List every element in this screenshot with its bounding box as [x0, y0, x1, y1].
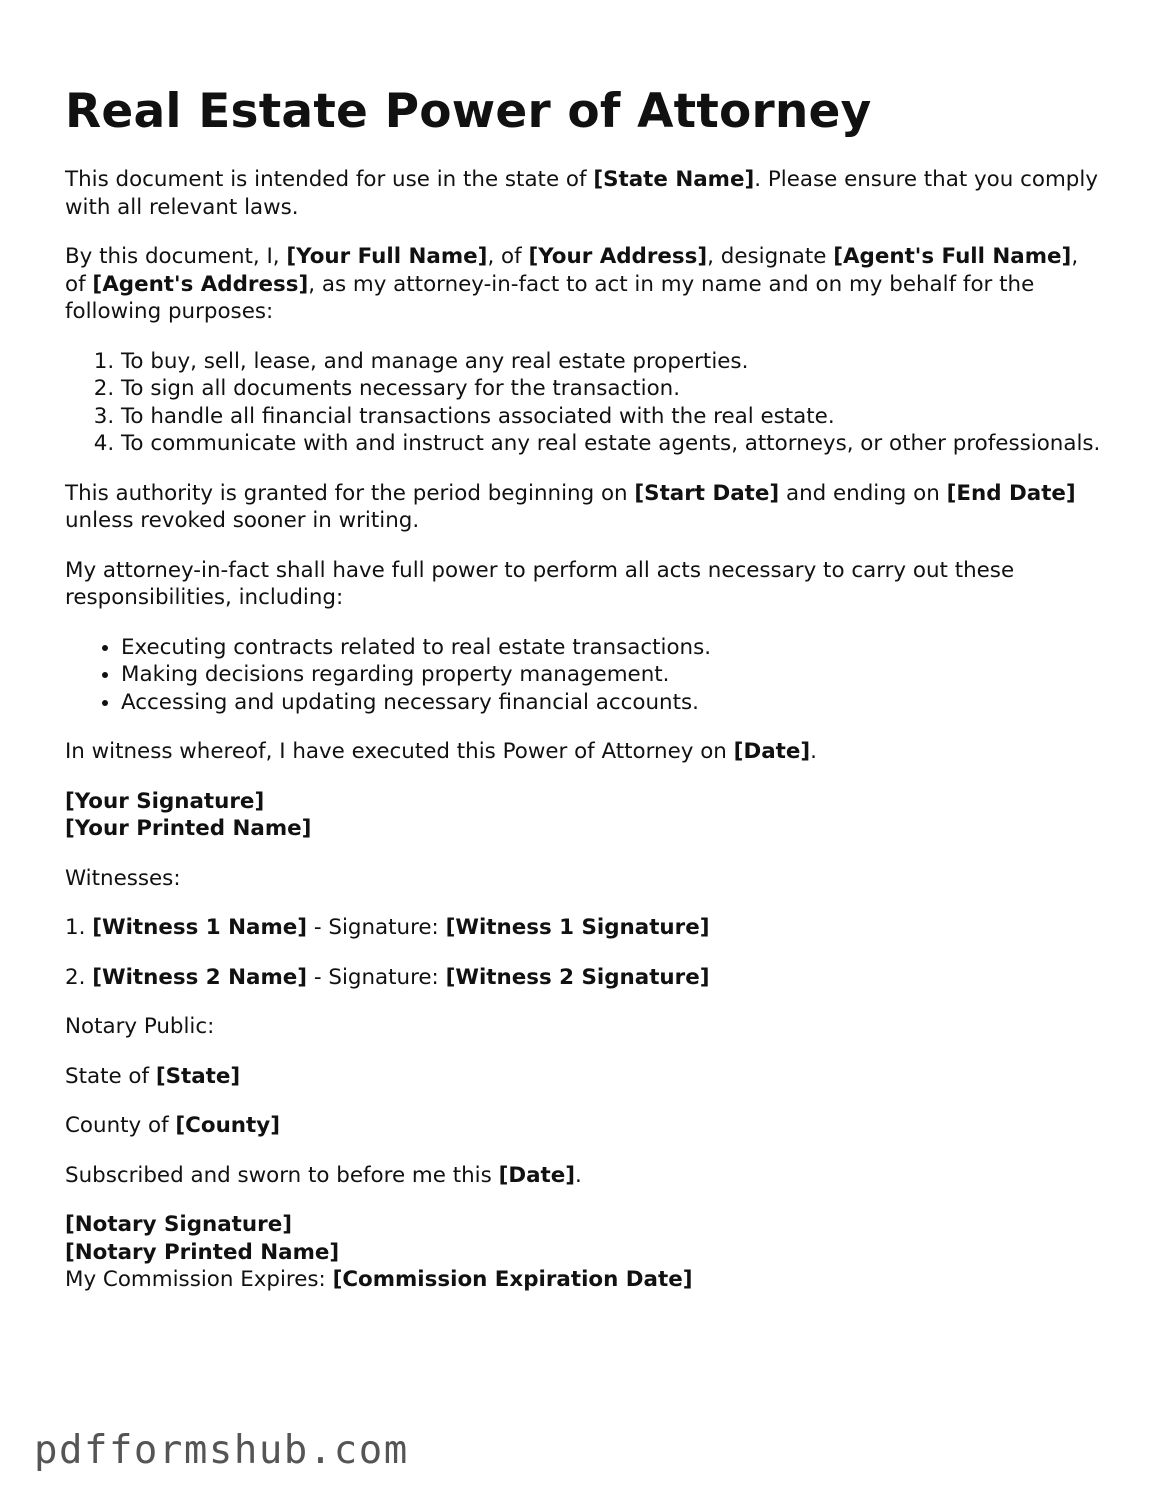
notary-signature-block: [Notary Signature] [Notary Printed Name] My Commission Expires: [Commission Expiration Date] [65, 1212, 693, 1292]
state-name-placeholder: [State Name] [593, 167, 755, 192]
witnesses-label: Witnesses: [65, 865, 181, 891]
witness-1-line: 1. [Witness 1 Name] - Signature: [Witness 1 Signature] [65, 915, 710, 940]
agent-full-name-placeholder: [Agent's Full Name] [833, 244, 1072, 269]
notary-printed-name-placeholder: [Notary Printed Name] [65, 1239, 340, 1265]
commission-expiration-placeholder: [Commission Expiration Date] [332, 1267, 693, 1292]
intro-paragraph: This document is intended for use in the state of [State Name]. Please ensure that you comply with all relevant laws. [65, 167, 1098, 220]
witness-2-name-placeholder: [Witness 2 Name] [92, 964, 308, 990]
notary-label: Notary Public: [65, 1014, 215, 1039]
powers-list [65, 634, 1105, 717]
sworn-line: Subscribed and sworn to before me this [Date]. [65, 1162, 582, 1188]
witness-2-line: 2. [Witness 2 Name] - Signature: [Witness 2 Signature] [65, 964, 710, 990]
witness-1-name-placeholder: [Witness 1 Name] [92, 915, 308, 940]
list-item: 3. To handle all financial transactions associated with the real estate. [121, 403, 1105, 431]
list-item: • Accessing and updating necessary financial accounts. [121, 689, 1105, 717]
notary-state-placeholder: [State] [155, 1063, 241, 1089]
end-date-placeholder: [End Date] [946, 480, 1076, 506]
notary-state-line: State of [State] [65, 1063, 241, 1089]
list-item: • Making decisions regarding property management. [121, 661, 1105, 689]
list-item: 2. To sign all documents necessary for the transaction. [121, 375, 1105, 403]
principal-signature-placeholder: [Your Signature] [65, 788, 265, 814]
list-item: • Executing contracts related to real estate transactions. [121, 634, 1105, 662]
agent-address-placeholder: [Agent's Address] [92, 271, 309, 297]
list-item: 1. To buy, sell, lease, and manage any real estate properties. [121, 348, 1105, 376]
designation-paragraph: By this document, I, [Your Full Name], of [Your Address], designate [Agent's Full Name], of [Agent's Address], as my attorney-in-fact to act in my name and on my behalf for the following purposes: [65, 244, 1079, 324]
principal-printed-name-placeholder: [Your Printed Name] [65, 816, 312, 841]
notary-signature-placeholder: [Notary Signature] [65, 1212, 292, 1237]
notary-county-line: County of [County] [65, 1113, 280, 1138]
period-paragraph: This authority is granted for the period beginning on [Start Date] and ending on [End Date] unless revoked sooner in writing. [65, 480, 1076, 533]
witness-2-signature-placeholder: [Witness 2 Signature] [445, 964, 710, 990]
witness-1-signature-placeholder: [Witness 1 Signature] [445, 915, 710, 940]
sworn-date-placeholder: [Date] [498, 1162, 576, 1188]
powers-intro-paragraph: My attorney-in-fact shall have full power to perform all acts necessary to carry out these responsibilities, including: [65, 557, 1015, 610]
purposes-list [65, 348, 1105, 458]
execution-date-placeholder: [Date] [733, 739, 811, 764]
document-title: Real Estate Power of Attorney [65, 84, 872, 139]
list-item: 4. To communicate with and instruct any real estate agents, attorneys, or other professionals. [121, 430, 1105, 458]
principal-signature-block [65, 788, 1105, 843]
document-page [65, 0, 1105, 1294]
your-address-placeholder: [Your Address] [528, 244, 708, 269]
your-full-name-placeholder: [Your Full Name] [286, 244, 488, 269]
witness-clause: In witness whereof, I have executed this Power of Attorney on [Date]. [65, 739, 817, 764]
notary-county-placeholder: [County] [175, 1113, 280, 1138]
watermark-text: pdfformshub.com [34, 1428, 409, 1473]
start-date-placeholder: [Start Date] [634, 480, 780, 506]
